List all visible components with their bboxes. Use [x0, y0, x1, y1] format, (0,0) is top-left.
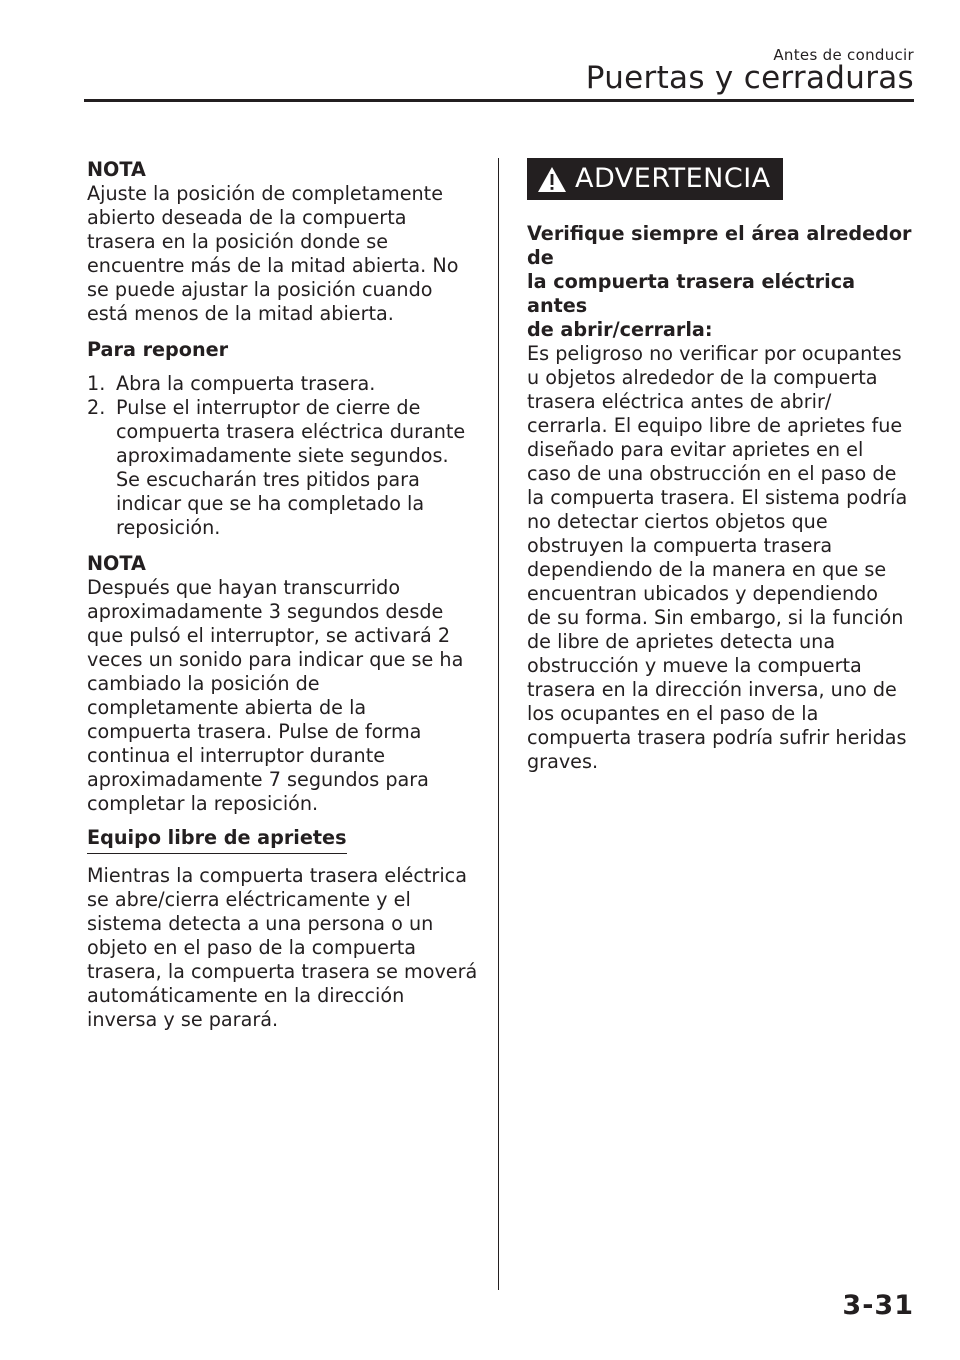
- text-line: aproximadamente 3 segundos desde: [87, 600, 444, 623]
- step-item: [87, 396, 479, 540]
- text-line: se abre/cierra eléctricamente y el: [87, 888, 411, 911]
- text-line: diseñado para evitar aprietes en el: [527, 438, 864, 461]
- text-line: Se escucharán tres pitidos para: [116, 468, 420, 491]
- text-line: cambiado la posición de: [87, 672, 320, 695]
- reset-steps: [87, 372, 479, 540]
- text-line: automáticamente en la dirección: [87, 984, 405, 1007]
- text-line: dependiendo de la manera en que se: [527, 558, 887, 581]
- text-line: graves.: [527, 750, 599, 773]
- text-line: Verifique siempre el área alrededor de: [527, 222, 912, 269]
- text-line: encuentre más de la mitad abierta. No: [87, 254, 459, 277]
- text-line: de su forma. Sin embargo, si la función: [527, 606, 904, 629]
- note-label: NOTA: [87, 552, 146, 575]
- text-line: indicar que se ha completado la: [116, 492, 425, 515]
- antipinch-text: [87, 864, 479, 1032]
- text-line: caso de una obstrucción en el paso de: [527, 462, 897, 485]
- header-rule: [84, 99, 914, 102]
- text-line: obstruyen la compuerta trasera: [527, 534, 833, 557]
- text-line: que pulsó el interruptor, se activará 2: [87, 624, 451, 647]
- text-line: completamente abierta de la: [87, 696, 367, 719]
- text-line: Abra la compuerta trasera.: [116, 372, 376, 395]
- text-line: reposición.: [116, 516, 221, 539]
- text-line: compuerta trasera. Pulse de forma: [87, 720, 422, 743]
- text-line: inversa y se parará.: [87, 1008, 279, 1031]
- warning-body: [527, 342, 919, 774]
- text-line: cerrarla. El equipo libre de aprietes fue: [527, 414, 903, 437]
- text-line: abierto deseada de la compuerta: [87, 206, 407, 229]
- section-label: Antes de conducir: [773, 46, 914, 64]
- text-line: trasera en la dirección inversa, uno de: [527, 678, 897, 701]
- text-line: la compuerta trasera eléctrica antes: [527, 270, 856, 317]
- page-number: 3-31: [842, 1290, 914, 1321]
- warning-banner: [527, 158, 783, 200]
- text-line: u objetos alrededor de la compuerta: [527, 366, 878, 389]
- text-line: Pulse el interruptor de cierre de: [116, 396, 421, 419]
- text-line: Ajuste la posición de completamente: [87, 182, 443, 205]
- reset-heading: Para reponer: [87, 338, 229, 361]
- text-line: objeto en el paso de la compuerta: [87, 936, 417, 959]
- text-line: de abrir/cerrarla:: [527, 318, 713, 341]
- text-line: Es peligroso no verificar por ocupantes: [527, 342, 902, 365]
- text-line: está menos de la mitad abierta.: [87, 302, 394, 325]
- note-text: [87, 576, 479, 816]
- text-line: sistema detecta a una persona o un: [87, 912, 434, 935]
- text-line: veces un sonido para indicar que se ha: [87, 648, 464, 671]
- step-number: 2.: [87, 396, 106, 419]
- step-number: 1.: [87, 372, 106, 395]
- text-line: compuerta trasera podría sufrir heridas: [527, 726, 907, 749]
- text-line: trasera, la compuerta trasera se moverá: [87, 960, 478, 983]
- text-line: Después que hayan transcurrido: [87, 576, 401, 599]
- text-line: no detectar ciertos objetos que: [527, 510, 828, 533]
- note-text: [87, 182, 479, 326]
- text-line: aproximadamente siete segundos.: [116, 444, 449, 467]
- text-line: los ocupantes en el paso de la: [527, 702, 819, 725]
- text-line: obstrucción y mueve la compuerta: [527, 654, 862, 677]
- text-line: Mientras la compuerta trasera eléctrica: [87, 864, 467, 887]
- note-label: NOTA: [87, 158, 146, 181]
- text-line: encuentran ubicados y dependiendo: [527, 582, 879, 605]
- text-line: aproximadamente 7 segundos para: [87, 768, 429, 791]
- antipinch-heading: Equipo libre de aprietes: [87, 826, 347, 854]
- text-line: de libre de aprietes detecta una: [527, 630, 836, 653]
- right-column: [527, 158, 919, 774]
- text-line: continua el interruptor durante: [87, 744, 386, 767]
- text-line: compuerta trasera eléctrica durante: [116, 420, 466, 443]
- text-line: completar la reposición.: [87, 792, 319, 815]
- column-divider: [498, 158, 499, 1290]
- warning-triangle-icon: [537, 166, 567, 193]
- page-title: Puertas y cerraduras: [585, 60, 914, 96]
- text-line: se puede ajustar la posición cuando: [87, 278, 433, 301]
- warning-heading: [527, 222, 919, 342]
- left-column: [87, 158, 479, 1032]
- text-line: trasera en la posición donde se: [87, 230, 389, 253]
- text-line: trasera eléctrica antes de abrir/: [527, 390, 832, 413]
- step-item: [87, 372, 479, 396]
- text-line: la compuerta trasera. El sistema podría: [527, 486, 908, 509]
- warning-label: ADVERTENCIA: [575, 163, 771, 194]
